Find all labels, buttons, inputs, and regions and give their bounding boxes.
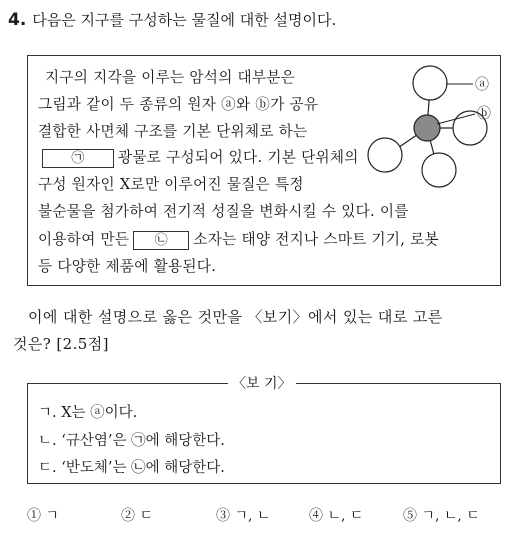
tetrahedron-figure bbox=[355, 58, 503, 190]
question-number: 4. bbox=[8, 10, 27, 30]
label-a: ⓐ bbox=[475, 77, 489, 93]
passage-line-7b: 소자는 태양 전지나 스마트 기기, 로봇 bbox=[193, 231, 439, 248]
passage-line-3: 결합한 사면체 구조를 기본 단위체로 하는 bbox=[38, 123, 308, 140]
bogi-item-2: ㄴ. ‘규산염’은 ㉠에 해당한다. bbox=[38, 433, 225, 449]
oxygen-atom-bottom bbox=[422, 153, 456, 187]
bogi-item-3: ㄷ. ‘반도체’는 ㉡에 해당한다. bbox=[38, 460, 225, 476]
question-text: 다음은 지구를 구성하는 물질에 대한 설명이다. bbox=[32, 11, 337, 29]
oxygen-atom-left bbox=[368, 138, 402, 172]
choice-4[interactable]: ④ ㄴ, ㄷ bbox=[309, 508, 364, 524]
bogi-title: 〈보 기〉 bbox=[228, 373, 296, 393]
choice-3[interactable]: ③ ㄱ, ㄴ bbox=[216, 508, 271, 524]
passage-line-7a: 이용하여 만든 bbox=[38, 231, 130, 248]
choice-1[interactable]: ① ㄱ bbox=[27, 508, 59, 524]
prompt-line-2: 것은? [2.5점] bbox=[13, 335, 109, 353]
passage-line-1: 지구의 지각을 이루는 암석의 대부분은 bbox=[45, 69, 296, 86]
bogi-item-1: ㄱ. X는 ⓐ이다. bbox=[38, 405, 138, 421]
label-b: ⓑ bbox=[477, 106, 491, 122]
passage-line-6: 불순물을 첨가하여 전기적 성질을 변화시킬 수 있다. 이를 bbox=[38, 203, 409, 220]
silicon-atom-center bbox=[414, 115, 440, 141]
choice-5[interactable]: ⑤ ㄱ, ㄴ, ㄷ bbox=[403, 508, 480, 524]
passage-line-7 bbox=[38, 228, 439, 250]
question-title bbox=[8, 9, 336, 30]
prompt-line-1: 이에 대한 설명으로 옳은 것만을 〈보기〉에서 있는 대로 고른 bbox=[28, 308, 443, 326]
choice-2[interactable]: ② ㄷ bbox=[121, 508, 153, 524]
passage-line-2: 그림과 같이 두 종류의 원자 ⓐ와 ⓑ가 공유 bbox=[38, 96, 319, 113]
passage-line-8: 등 다양한 제품에 활용된다. bbox=[38, 258, 217, 275]
oxygen-atom-top bbox=[413, 66, 447, 100]
passage-line-5: 구성 원자인 X로만 이루어진 물질은 특정 bbox=[38, 176, 304, 193]
passage-line-4 bbox=[38, 146, 359, 168]
blank-a: ㉠ bbox=[42, 149, 114, 168]
blank-b: ㉡ bbox=[133, 231, 189, 250]
passage-line-4-text: 광물로 구성되어 있다. 기본 단위체의 bbox=[118, 149, 359, 166]
